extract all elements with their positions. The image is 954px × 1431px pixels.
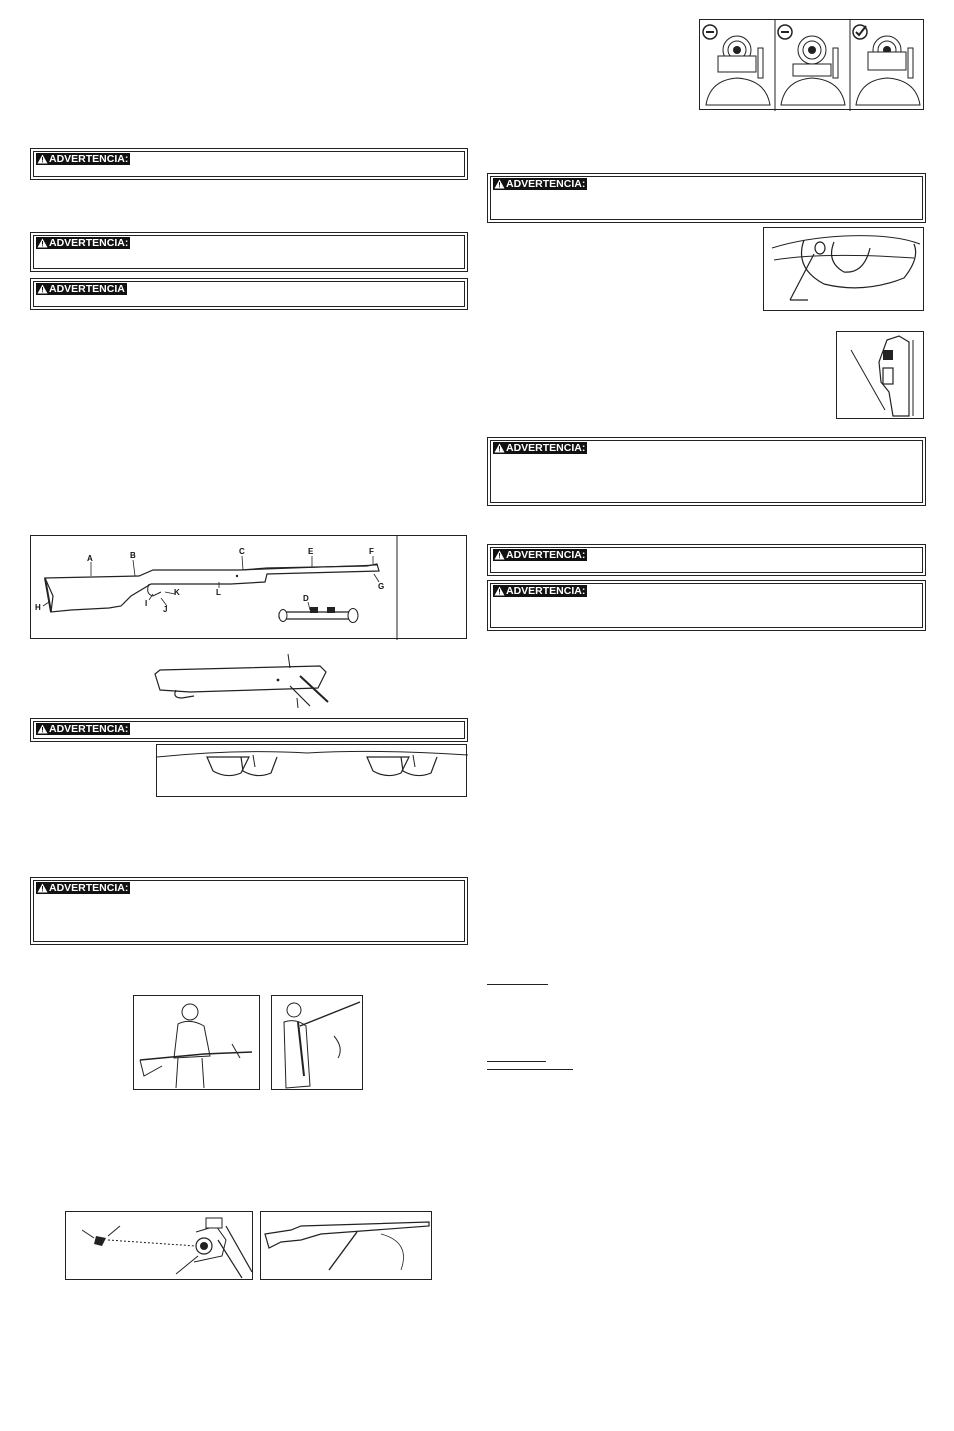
callout-i: I bbox=[145, 599, 148, 608]
callout-h: H bbox=[35, 603, 41, 612]
section-underline bbox=[487, 1069, 573, 1070]
warning-label: ADVERTENCIA bbox=[36, 283, 127, 295]
callout-j: J bbox=[163, 605, 168, 614]
target-sighting-figure bbox=[65, 1211, 253, 1280]
safety-lever-figure bbox=[836, 331, 924, 419]
warning-label: ADVERTENCIA: bbox=[36, 237, 130, 249]
warning-box-3 bbox=[30, 278, 468, 310]
warning-box-6 bbox=[487, 173, 926, 223]
target-sighting-illustration bbox=[66, 1212, 254, 1281]
callout-l: L bbox=[216, 588, 221, 597]
sight-alignment-illustration bbox=[700, 20, 925, 111]
warning-label: ADVERTENCIA: bbox=[493, 442, 587, 454]
shooter-cocking-figure bbox=[133, 995, 260, 1090]
warning-box-9 bbox=[487, 580, 926, 631]
warning-label: ADVERTENCIA: bbox=[493, 549, 587, 561]
shooter-cocking-illustration bbox=[134, 996, 261, 1091]
warning-triangle-icon bbox=[37, 284, 48, 294]
sight-alignment-figure bbox=[699, 19, 924, 110]
callout-d: D bbox=[303, 594, 309, 603]
warning-box-8 bbox=[487, 544, 926, 576]
warning-triangle-icon bbox=[37, 238, 48, 248]
callout-g: G bbox=[378, 582, 385, 591]
warning-triangle-icon bbox=[494, 550, 505, 560]
warning-label: ADVERTENCIA: bbox=[36, 153, 130, 165]
trigger-guard-illustration bbox=[157, 745, 468, 798]
warning-triangle-icon bbox=[37, 154, 48, 164]
callout-b: B bbox=[130, 551, 136, 560]
trigger-adjust-illustration bbox=[764, 228, 925, 312]
section-underline bbox=[487, 984, 548, 985]
rifle-cocking-illustration bbox=[261, 1212, 433, 1281]
warning-label: ADVERTENCIA: bbox=[493, 178, 587, 190]
warning-box-2 bbox=[30, 232, 468, 272]
warning-label: ADVERTENCIA: bbox=[493, 585, 587, 597]
warning-box-5 bbox=[30, 877, 468, 945]
warning-box-7 bbox=[487, 437, 926, 506]
warning-triangle-icon bbox=[494, 586, 505, 596]
warning-label: ADVERTENCIA: bbox=[36, 882, 130, 894]
parts-diagram-figure bbox=[30, 535, 467, 639]
warning-triangle-icon bbox=[494, 443, 505, 453]
section-underline bbox=[487, 1061, 546, 1062]
callout-e: E bbox=[308, 547, 314, 556]
warning-box-1 bbox=[30, 148, 468, 180]
callout-c: C bbox=[239, 547, 245, 556]
rifle-parts-illustration bbox=[31, 536, 468, 640]
warning-triangle-icon bbox=[37, 724, 48, 734]
warning-box-4 bbox=[30, 718, 468, 742]
shooter-aiming-figure bbox=[271, 995, 363, 1090]
warning-label: ADVERTENCIA: bbox=[36, 723, 130, 735]
warning-triangle-icon bbox=[494, 179, 505, 189]
safety-lever-illustration bbox=[837, 332, 925, 420]
shooter-aiming-illustration bbox=[272, 996, 364, 1091]
trigger-adjust-figure bbox=[763, 227, 924, 311]
rifle-cocking-figure bbox=[260, 1211, 432, 1280]
safety-positions-figure bbox=[156, 744, 467, 797]
callout-f: F bbox=[369, 547, 374, 556]
barrel-break-illustration bbox=[150, 652, 340, 712]
callout-k: K bbox=[174, 588, 180, 597]
callout-a: A bbox=[87, 554, 93, 563]
warning-triangle-icon bbox=[37, 883, 48, 893]
